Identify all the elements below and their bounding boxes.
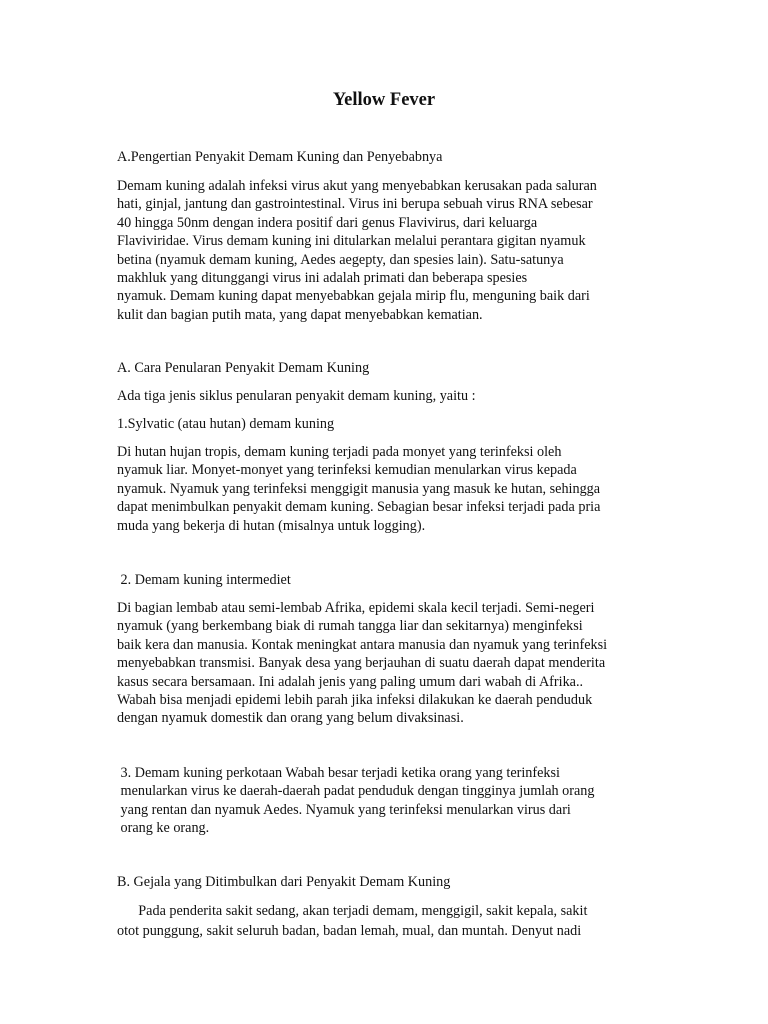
- text-line: Di bagian lembab atau semi-lembab Afrika, epidemi skala kecil terjadi. Semi-negeri: [117, 600, 595, 616]
- heading-text: B. Gejala yang Ditimbulkan dari Penyakit Demam Kuning: [117, 874, 451, 890]
- text-line: dengan nyamuk domestik dan orang yang belum divaksinasi.: [117, 710, 464, 727]
- text-line: menularkan virus ke daerah-daerah padat penduduk dengan tingginya jumlah orang: [117, 783, 595, 800]
- text-line: menyebabkan transmisi. Banyak desa yang berjauhan di suatu daerah dapat menderita: [117, 655, 606, 672]
- text-line: muda yang bekerja di hutan (misalnya untuk logging).: [117, 517, 426, 534]
- text-line: dapat menimbulkan penyakit demam kuning. Sebagian besar infeksi terjadi pada pria: [117, 499, 601, 516]
- text-line: nyamuk. Nyamuk yang terinfeksi menggigit manusia yang masuk ke hutan, sehingga: [117, 480, 601, 497]
- text-line: yang rentan dan nyamuk Aedes. Nyamuk yang terinfeksi menularkan virus dari: [117, 801, 571, 818]
- sub1-heading: [117, 415, 657, 433]
- heading-text: A.Pengertian Penyakit Demam Kuning dan Penyebabnya: [117, 149, 443, 165]
- section-b-paragraph: [117, 901, 657, 941]
- text-line: 3. Demam kuning perkotaan Wabah besar terjadi ketika orang yang terinfeksi: [117, 765, 560, 781]
- text-line: Flaviviridae. Virus demam kuning ini ditularkan melalui perantara gigitan nyamuk: [117, 233, 586, 250]
- text-line: makhluk yang ditunggangi virus ini adalah primati dan beberapa spesies: [117, 270, 528, 287]
- text-line: baik kera dan manusia. Kontak meningkat antara manusia dan nyamuk yang terinfeksi: [117, 636, 608, 653]
- heading-text: A. Cara Penularan Penyakit Demam Kuning: [117, 360, 370, 376]
- text-line: Di hutan hujan tropis, demam kuning terjadi pada monyet yang terinfeksi oleh: [117, 444, 562, 460]
- sub2-paragraph: [117, 599, 657, 728]
- sub1-paragraph: [117, 443, 657, 535]
- sub2-heading: [117, 571, 657, 589]
- text-line: Wabah bisa menjadi epidemi lebih parah jika infeksi dilakukan ke daerah penduduk: [117, 692, 593, 709]
- section-a1-paragraph: [117, 177, 657, 324]
- text-line: nyamuk. Demam kuning dapat menyebabkan gejala mirip flu, menguning baik dari: [117, 288, 590, 305]
- text-line: kulit dan bagian putih mata, yang dapat menyebabkan kematian.: [117, 306, 483, 323]
- text-line: betina (nyamuk demam kuning, Aedes aegepty, dan spesies lain). Satu-satunya: [117, 251, 564, 268]
- text-line: 2. Demam kuning intermediet: [117, 572, 291, 588]
- text-line: nyamuk liar. Monyet-monyet yang terinfeksi kemudian menularkan virus kepada: [117, 462, 577, 479]
- document-title: Yellow Fever: [332, 90, 436, 110]
- section-a2-intro: [117, 387, 657, 405]
- text-line: Ada tiga jenis siklus penularan penyakit demam kuning, yaitu :: [117, 388, 476, 404]
- text-line: orang ke orang.: [117, 820, 210, 837]
- text-line: kasus secara bersamaan. Ini adalah jenis yang paling umum dari wabah di Afrika..: [117, 673, 584, 690]
- text-line: 1.Sylvatic (atau hutan) demam kuning: [117, 416, 335, 432]
- text-line: Demam kuning adalah infeksi virus akut yang menyebabkan kerusakan pada saluran: [117, 178, 597, 194]
- text-line: Pada penderita sakit sedang, akan terjadi demam, menggigil, sakit kepala, sakit: [117, 903, 588, 919]
- text-line: 40 hingga 50nm dengan indera positif dari genus Flavivirus, dari keluarga: [117, 214, 538, 231]
- text-line: otot punggung, sakit seluruh badan, badan lemah, mual, dan muntah. Denyut nadi: [117, 923, 582, 939]
- section-a1-heading: [117, 148, 657, 166]
- text-line: hati, ginjal, jantung dan gastrointestinal. Virus ini berupa sebuah virus RNA sebesar: [117, 196, 593, 213]
- section-b-heading: [117, 873, 657, 891]
- section-a2-heading: [117, 359, 657, 377]
- text-line: nyamuk (yang berkembang biak di rumah tangga liar dan sekitarnya) menginfeksi: [117, 618, 583, 635]
- sub3-paragraph: [117, 764, 657, 838]
